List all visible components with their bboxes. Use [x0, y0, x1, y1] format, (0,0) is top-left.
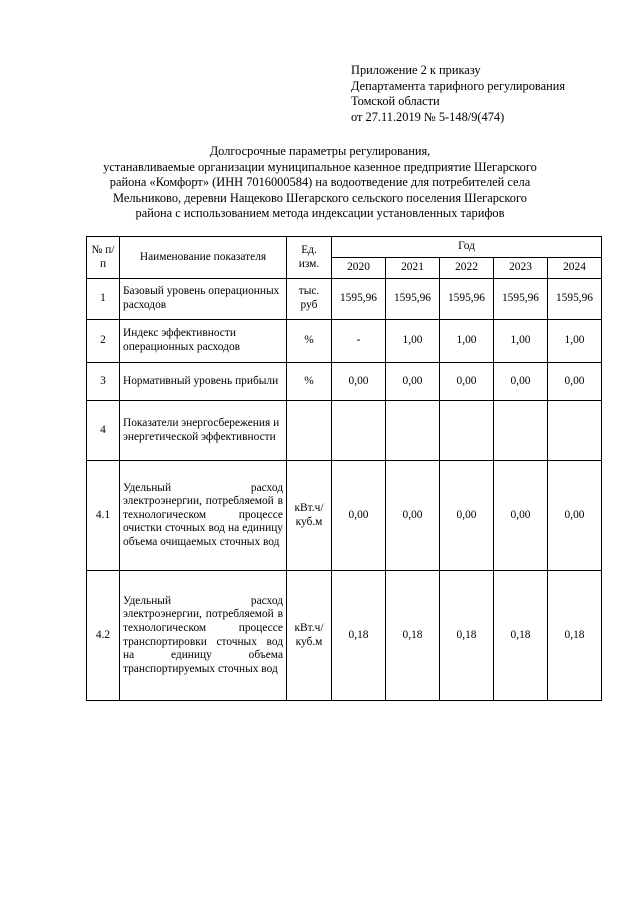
row-value: 0,00	[548, 461, 602, 571]
row-name: Удельный расход электроэнергии, потребляемой в технологическом процессе очистки сточных вод на единицу объема очищаемых сточных вод	[120, 461, 287, 571]
appendix-line: Томской области	[351, 94, 440, 109]
table-row	[87, 279, 602, 320]
row-value: 0,00	[386, 363, 440, 401]
header-year-cell: 2023	[494, 258, 548, 279]
row-value: 0,00	[440, 363, 494, 401]
title-line: Долгосрочные параметры регулирования,	[209, 144, 431, 158]
header-number: № п/п	[87, 237, 120, 279]
row-value: 1595,96	[440, 279, 494, 320]
row-unit: кВт.ч/ куб.м	[287, 571, 332, 701]
title-line: устанавливаемые организации муниципальное казенное предприятие Шегарского	[103, 159, 537, 174]
row-value: 1595,96	[386, 279, 440, 320]
row-name: Нормативный уровень прибыли	[120, 363, 287, 401]
title-line: района с использованием метода индексации установленных тарифов	[135, 206, 505, 221]
row-number: 2	[87, 320, 120, 363]
row-number: 4.1	[87, 461, 120, 571]
row-value: 0,00	[494, 461, 548, 571]
table-row	[87, 320, 602, 363]
row-value	[332, 401, 386, 461]
row-name: Базовый уровень операционных расходов	[120, 279, 287, 320]
title-line: района «Комфорт» (ИНН 7016000584) на водоотведение для потребителей села	[109, 175, 531, 190]
row-unit: кВт.ч/ куб.м	[287, 461, 332, 571]
header-year: Год	[332, 237, 602, 258]
row-value	[494, 401, 548, 461]
row-number: 3	[87, 363, 120, 401]
parameters-table	[86, 236, 602, 701]
appendix-line: Департамента тарифного регулирования	[351, 78, 566, 93]
row-value: 0,00	[386, 461, 440, 571]
appendix-header	[351, 63, 621, 125]
row-name: Удельный расход электроэнергии, потребляемой в технологическом процессе транспортировки сточных вод на единицу объема транспортируемых сточных вод	[120, 571, 287, 701]
row-value: 1595,96	[332, 279, 386, 320]
row-name: Индекс эффективности операционных расходов	[120, 320, 287, 363]
table-row	[87, 571, 602, 701]
row-value	[386, 401, 440, 461]
row-value: 1,00	[386, 320, 440, 363]
row-value: 0,00	[548, 363, 602, 401]
title-line: Мельниково, деревни Нащеково Шегарского сельского поселения Шегарского	[113, 190, 527, 205]
row-value: 0,00	[332, 461, 386, 571]
row-value: 0,18	[548, 571, 602, 701]
document-title	[60, 144, 580, 222]
row-value: 0,00	[494, 363, 548, 401]
row-value: 1,00	[548, 320, 602, 363]
row-value: 0,00	[440, 461, 494, 571]
row-value: 0,18	[332, 571, 386, 701]
row-value: 0,18	[386, 571, 440, 701]
header-unit: Ед. изм.	[287, 237, 332, 279]
row-value	[440, 401, 494, 461]
table-row	[87, 401, 602, 461]
row-value	[548, 401, 602, 461]
row-number: 4.2	[87, 571, 120, 701]
row-value: 1,00	[440, 320, 494, 363]
row-value: 1595,96	[548, 279, 602, 320]
header-year-cell: 2020	[332, 258, 386, 279]
row-value: 0,18	[494, 571, 548, 701]
appendix-line: от 27.11.2019 № 5-148/9(474)	[351, 109, 505, 124]
header-year-cell: 2022	[440, 258, 494, 279]
table-row	[87, 461, 602, 571]
row-value: -	[332, 320, 386, 363]
appendix-line: Приложение 2 к приказу	[351, 63, 481, 77]
row-number: 4	[87, 401, 120, 461]
row-value: 1595,96	[494, 279, 548, 320]
row-value: 1,00	[494, 320, 548, 363]
row-unit	[287, 401, 332, 461]
row-unit: %	[287, 363, 332, 401]
header-name: Наименование показателя	[120, 237, 287, 279]
table-row	[87, 363, 602, 401]
header-row	[87, 237, 602, 258]
header-year-cell: 2024	[548, 258, 602, 279]
row-number: 1	[87, 279, 120, 320]
row-unit: %	[287, 320, 332, 363]
header-year-cell: 2021	[386, 258, 440, 279]
row-name: Показатели энергосбережения и энергетической эффективности	[120, 401, 287, 461]
row-value: 0,00	[332, 363, 386, 401]
row-value: 0,18	[440, 571, 494, 701]
row-unit: тыс. руб	[287, 279, 332, 320]
